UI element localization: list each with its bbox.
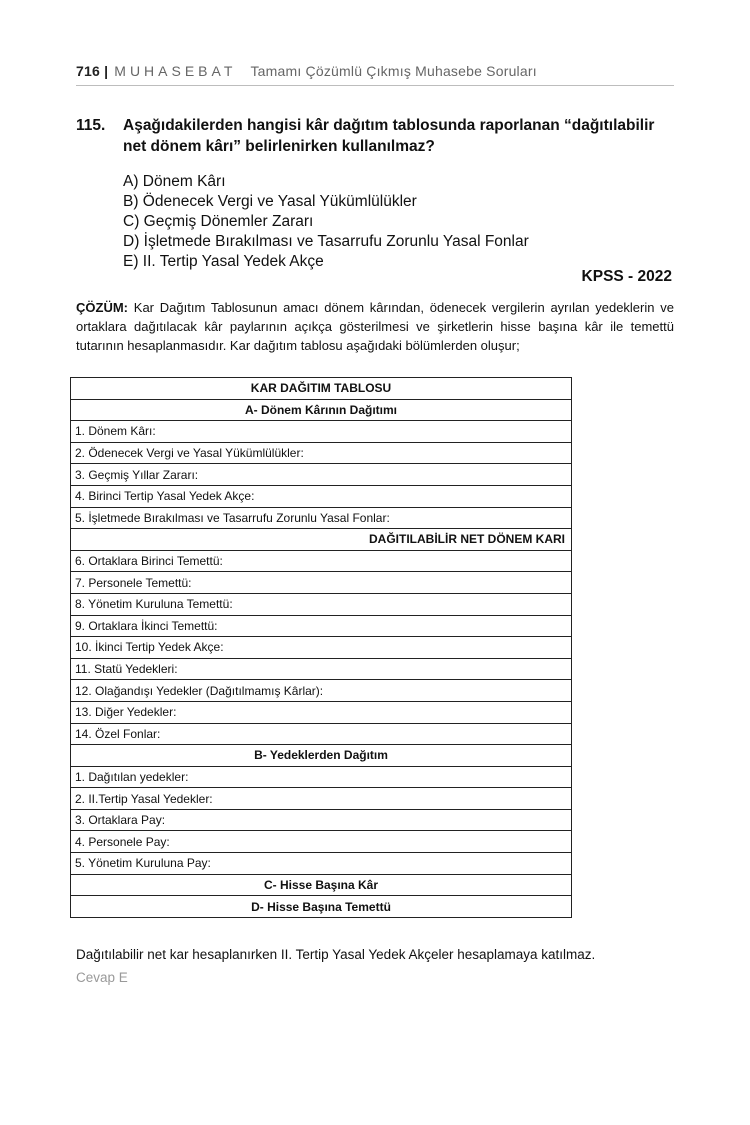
exam-tag: KPSS - 2022	[581, 268, 672, 285]
table-row: 2. Ödenecek Vergi ve Yasal Yükümlülükler:	[71, 442, 572, 464]
answer-options	[123, 172, 529, 272]
table-row: 1. Dönem Kârı:	[71, 421, 572, 443]
question	[76, 115, 674, 157]
section-a-heading: A- Dönem Kârının Dağıtımı	[71, 399, 572, 421]
page-header	[76, 63, 674, 86]
table-row: 6. Ortaklara Birinci Temettü:	[71, 550, 572, 572]
table-row: 2. II.Tertip Yasal Yedekler:	[71, 788, 572, 810]
table-row: 7. Personele Temettü:	[71, 572, 572, 594]
distributable-net-profit-heading: DAĞITILABİLİR NET DÖNEM KARI	[71, 529, 572, 551]
solution	[76, 298, 674, 355]
kar-dagitim-table	[70, 377, 572, 918]
answer-text: Cevap E	[76, 970, 128, 985]
question-number: 115.	[76, 117, 106, 134]
option-e: E) II. Tertip Yasal Yedek Akçe	[123, 253, 324, 270]
book-title: Tamamı Çözümlü Çıkmış Muhasebe Soruları	[250, 63, 537, 79]
section-c-heading: C- Hisse Başına Kâr	[71, 874, 572, 896]
header-separator: |	[104, 63, 109, 79]
option-a: A) Dönem Kârı	[123, 173, 226, 190]
table-row: 14. Özel Fonlar:	[71, 723, 572, 745]
table-row: 10. İkinci Tertip Yedek Akçe:	[71, 637, 572, 659]
table-row: 4. Personele Pay:	[71, 831, 572, 853]
option-c: C) Geçmiş Dönemler Zararı	[123, 213, 314, 230]
table-row: 12. Olağandışı Yedekler (Dağıtılmamış Kârlar):	[71, 680, 572, 702]
subject-name: MUHASEBAT	[114, 63, 237, 79]
table-title: KAR DAĞITIM TABLOSU	[71, 378, 572, 400]
section-d-heading: D- Hisse Başına Temettü	[71, 896, 572, 918]
table-row: 5. İşletmede Bırakılması ve Tasarrufu Zorunlu Yasal Fonlar:	[71, 507, 572, 529]
table-row: 13. Diğer Yedekler:	[71, 701, 572, 723]
option-d: D) İşletmede Bırakılması ve Tasarrufu Zorunlu Yasal Fonlar	[123, 233, 529, 250]
option-b: B) Ödenecek Vergi ve Yasal Yükümlülükler	[123, 193, 417, 210]
table-row: 8. Yönetim Kuruluna Temettü:	[71, 593, 572, 615]
table-row: 3. Ortaklara Pay:	[71, 809, 572, 831]
table-row: 3. Geçmiş Yıllar Zararı:	[71, 464, 572, 486]
solution-text: Kar Dağıtım Tablosunun amacı dönem kârından, ödenecek vergilerin ayrılan yedeklerin ve ortaklara dağıtılacak kâr paylarının açıkça gösterilmesi ve şirketlerin hisse başına kâr ile temettü tutarının hesaplanmasıdır. Kar dağıtım tablosu aşağıdaki bölümlerden oluşur;	[76, 300, 674, 353]
table-row: 5. Yönetim Kuruluna Pay:	[71, 853, 572, 875]
table-row: 11. Statü Yedekleri:	[71, 658, 572, 680]
conclusion-text: Dağıtılabilir net kar hesaplanırken II. Tertip Yasal Yedek Akçeler hesaplamaya katılmaz.	[76, 947, 596, 962]
table-row: 9. Ortaklara İkinci Temettü:	[71, 615, 572, 637]
table-row: 4. Birinci Tertip Yasal Yedek Akçe:	[71, 485, 572, 507]
page-number: 716	[76, 63, 100, 79]
table-row: 1. Dağıtılan yedekler:	[71, 766, 572, 788]
question-text: Aşağıdakilerden hangisi kâr dağıtım tablosunda raporlanan “dağıtılabilir net dönem kârı” belirlenirken kullanılmaz?	[123, 117, 655, 155]
section-b-heading: B- Yedeklerden Dağıtım	[71, 745, 572, 767]
solution-label: ÇÖZÜM:	[76, 300, 128, 315]
